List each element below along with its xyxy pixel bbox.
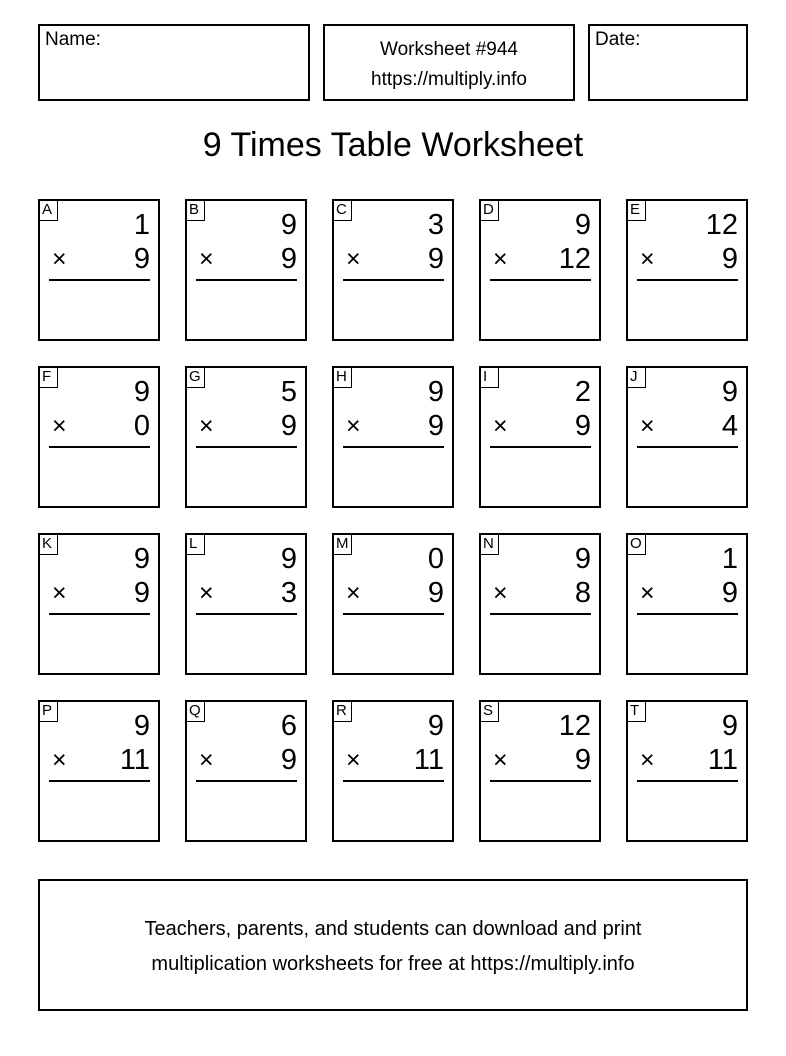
problem-letter: D — [479, 199, 499, 221]
problem-card — [38, 366, 160, 508]
multiplier: 9 — [280, 744, 297, 776]
multiplier: 9 — [721, 577, 738, 609]
answer-line — [49, 279, 150, 281]
problem-card — [185, 199, 307, 341]
problem-letter: H — [332, 366, 352, 388]
problem-card — [626, 366, 748, 508]
problem-card — [479, 366, 601, 508]
times-sign: × — [346, 579, 361, 607]
multiplier: 9 — [280, 243, 297, 275]
times-sign: × — [199, 412, 214, 440]
problem-letter: I — [479, 366, 499, 388]
date-label: Date: — [595, 29, 641, 50]
multiplicand: 1 — [721, 543, 738, 575]
problem-card — [332, 700, 454, 842]
problem-letter: T — [626, 700, 646, 722]
multiplicand: 9 — [280, 209, 297, 241]
problem-card — [38, 199, 160, 341]
multiplicand: 9 — [133, 376, 150, 408]
problem-letter: E — [626, 199, 646, 221]
multiplier: 9 — [427, 577, 444, 609]
problem-letter: N — [479, 533, 499, 555]
problem-letter: P — [38, 700, 58, 722]
problem-card — [38, 700, 160, 842]
multiplicand: 9 — [721, 376, 738, 408]
answer-line — [343, 613, 444, 615]
times-sign: × — [199, 245, 214, 273]
multiplier: 3 — [280, 577, 297, 609]
multiplicand: 9 — [280, 543, 297, 575]
problem-card — [626, 700, 748, 842]
times-sign: × — [640, 579, 655, 607]
multiplicand: 9 — [574, 543, 591, 575]
answer-line — [637, 780, 738, 782]
multiplier: 9 — [721, 243, 738, 275]
multiplier: 11 — [707, 744, 738, 776]
multiplicand: 5 — [280, 376, 297, 408]
times-sign: × — [493, 579, 508, 607]
problem-letter: M — [332, 533, 352, 555]
answer-line — [196, 279, 297, 281]
multiplicand: 9 — [574, 209, 591, 241]
multiplier: 9 — [574, 410, 591, 442]
problem-card — [185, 700, 307, 842]
problem-card — [185, 366, 307, 508]
multiplicand: 9 — [427, 376, 444, 408]
times-sign: × — [52, 579, 67, 607]
answer-line — [343, 446, 444, 448]
times-sign: × — [640, 746, 655, 774]
times-sign: × — [493, 746, 508, 774]
problem-card — [626, 533, 748, 675]
times-sign: × — [493, 412, 508, 440]
answer-line — [49, 613, 150, 615]
name-label: Name: — [45, 29, 101, 50]
problem-card — [479, 700, 601, 842]
multiplier: 9 — [133, 243, 150, 275]
problem-card — [332, 366, 454, 508]
answer-line — [196, 780, 297, 782]
problem-card — [185, 533, 307, 675]
name-field-box — [38, 24, 310, 101]
multiplier: 4 — [721, 410, 738, 442]
multiplier: 0 — [133, 410, 150, 442]
times-sign: × — [199, 746, 214, 774]
times-sign: × — [52, 746, 67, 774]
multiplier: 12 — [558, 243, 591, 275]
worksheet-info-box — [323, 24, 575, 101]
answer-line — [490, 446, 591, 448]
multiplier: 9 — [280, 410, 297, 442]
problem-letter: G — [185, 366, 205, 388]
problem-card — [332, 533, 454, 675]
multiplier: 11 — [413, 744, 444, 776]
multiplier: 11 — [119, 744, 150, 776]
multiplicand: 9 — [133, 543, 150, 575]
problem-letter: C — [332, 199, 352, 221]
times-sign: × — [199, 579, 214, 607]
problem-letter: A — [38, 199, 58, 221]
answer-line — [343, 780, 444, 782]
multiplicand: 12 — [558, 710, 591, 742]
worksheet-url: https://multiply.info — [371, 69, 527, 90]
answer-line — [343, 279, 444, 281]
problem-card — [626, 199, 748, 341]
answer-line — [490, 780, 591, 782]
answer-line — [637, 279, 738, 281]
footer-line-1: Teachers, parents, and students can download and print — [144, 918, 642, 940]
multiplier: 9 — [427, 410, 444, 442]
problem-letter: J — [626, 366, 646, 388]
times-sign: × — [346, 245, 361, 273]
worksheet-number: Worksheet #944 — [379, 39, 518, 60]
problem-letter: F — [38, 366, 58, 388]
multiplier: 9 — [574, 744, 591, 776]
times-sign: × — [52, 245, 67, 273]
problem-letter: L — [185, 533, 205, 555]
times-sign: × — [640, 412, 655, 440]
multiplicand: 1 — [133, 209, 150, 241]
multiplicand: 12 — [705, 209, 738, 241]
answer-line — [196, 446, 297, 448]
answer-line — [637, 446, 738, 448]
answer-line — [49, 780, 150, 782]
times-sign: × — [346, 746, 361, 774]
answer-line — [490, 613, 591, 615]
times-sign: × — [52, 412, 67, 440]
multiplicand: 3 — [427, 209, 444, 241]
answer-line — [490, 279, 591, 281]
problem-card — [332, 199, 454, 341]
answer-line — [49, 446, 150, 448]
answer-line — [196, 613, 297, 615]
problem-letter: R — [332, 700, 352, 722]
times-sign: × — [493, 245, 508, 273]
multiplier: 8 — [574, 577, 591, 609]
times-sign: × — [640, 245, 655, 273]
multiplicand: 9 — [133, 710, 150, 742]
problem-letter: S — [479, 700, 499, 722]
problem-letter: B — [185, 199, 205, 221]
multiplier: 9 — [133, 577, 150, 609]
multiplier: 9 — [427, 243, 444, 275]
problem-letter: Q — [185, 700, 205, 722]
answer-line — [637, 613, 738, 615]
multiplicand: 2 — [574, 376, 591, 408]
problem-card — [479, 533, 601, 675]
multiplicand: 9 — [721, 710, 738, 742]
multiplicand: 0 — [427, 543, 444, 575]
problem-letter: K — [38, 533, 58, 555]
problem-card — [479, 199, 601, 341]
multiplicand: 6 — [280, 710, 297, 742]
problem-grid — [38, 199, 750, 843]
times-sign: × — [346, 412, 361, 440]
footer-line-2: multiplication worksheets for free at https://multiply.info — [151, 953, 635, 975]
multiplicand: 9 — [427, 710, 444, 742]
page-title: 9 Times Table Worksheet — [202, 126, 584, 164]
problem-card — [38, 533, 160, 675]
date-field-box — [588, 24, 748, 101]
footer-box — [38, 879, 748, 1011]
problem-letter: O — [626, 533, 646, 555]
